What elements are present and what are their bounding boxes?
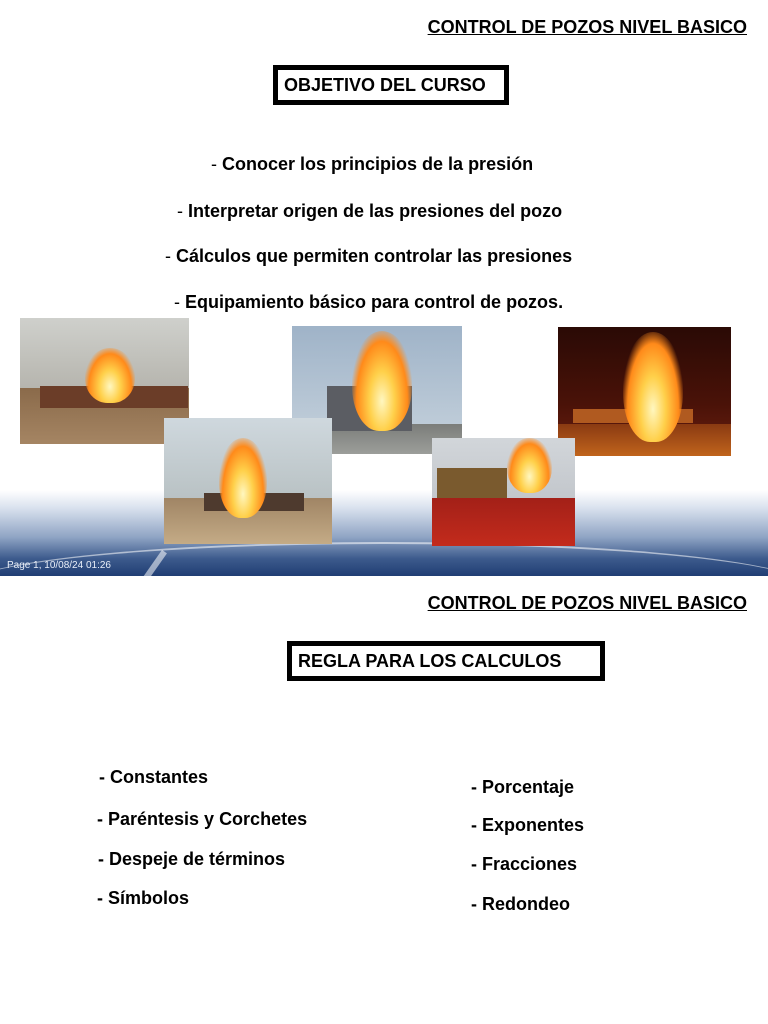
footer-swoosh xyxy=(0,542,768,576)
bullet-text: Equipamiento básico para control de pozos. xyxy=(185,292,564,312)
well-fire-photo xyxy=(558,327,731,456)
bullet-text: Conocer los principios de la presión xyxy=(222,154,534,174)
calculation-rules-title: REGLA PARA LOS CALCULOS xyxy=(287,641,605,681)
bullet-dash: - xyxy=(211,154,217,174)
page-label: Page 1, 10/08/24 01:26 xyxy=(7,560,111,571)
well-fire-photo xyxy=(432,438,575,546)
objective-bullet xyxy=(165,246,572,267)
rule-item-left: - Símbolos xyxy=(97,888,190,908)
objective-bullet xyxy=(174,292,563,313)
rule-item-right: - Porcentaje xyxy=(471,777,575,797)
slide-2 xyxy=(0,576,768,1024)
objective-bullet xyxy=(211,154,533,175)
bullet-dash: - xyxy=(165,246,171,266)
bullet-text: Interpretar origen de las presiones del pozo xyxy=(188,201,563,221)
objective-bullet xyxy=(177,201,562,222)
rule-item-right: - Exponentes xyxy=(471,815,585,835)
rule-item-left: - Constantes xyxy=(99,767,209,787)
bullet-dash: - xyxy=(174,292,180,312)
slide-header: CONTROL DE POZOS NIVEL BASICO xyxy=(427,17,747,37)
rule-item-right: - Redondeo xyxy=(471,894,570,914)
rule-item-left: - Paréntesis y Corchetes xyxy=(97,809,308,829)
bullet-dash: - xyxy=(177,201,183,221)
rule-item-right: - Fracciones xyxy=(471,854,578,874)
rule-item-left: - Despeje de términos xyxy=(98,849,286,869)
bullet-text: Cálculos que permiten controlar las presiones xyxy=(176,246,573,266)
slide-header: CONTROL DE POZOS NIVEL BASICO xyxy=(427,593,747,613)
well-fire-photo xyxy=(164,418,332,544)
course-objective-title: OBJETIVO DEL CURSO xyxy=(273,65,509,105)
footer-gradient-band xyxy=(0,490,768,576)
